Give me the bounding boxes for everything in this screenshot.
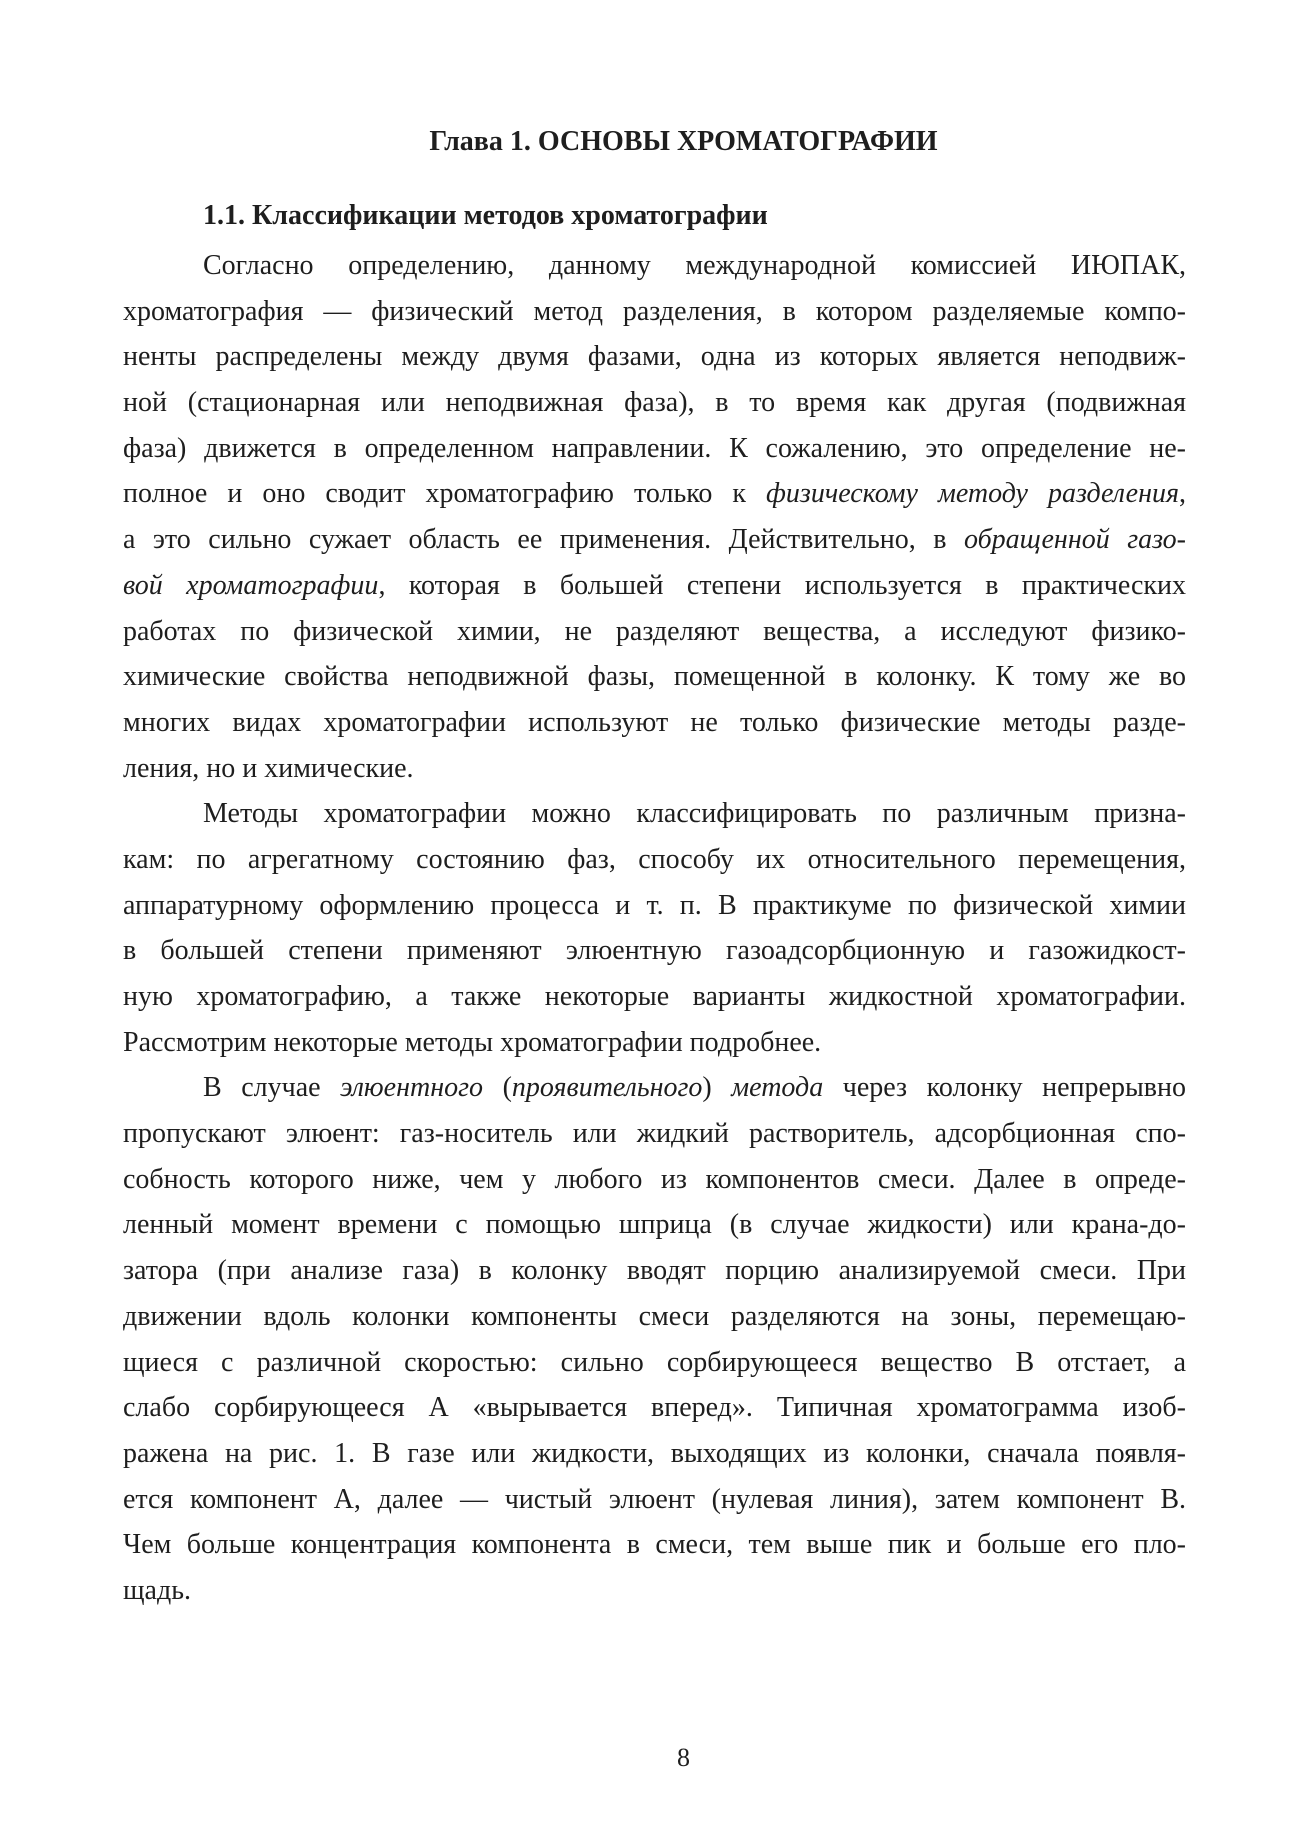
paragraph bbox=[123, 791, 1186, 1065]
text-line bbox=[123, 1522, 1186, 1568]
chapter-title: Глава 1. ОСНОВЫ ХРОМАТОГРАФИИ bbox=[429, 126, 938, 157]
text-line bbox=[123, 837, 1186, 883]
text-run: , bbox=[1179, 478, 1186, 510]
text-run: Чем больше концентрация компонента в смеси, тем выше пик и больше его пло- bbox=[123, 1529, 1186, 1561]
text-line bbox=[123, 243, 1186, 289]
text-line bbox=[123, 609, 1186, 655]
text-line bbox=[123, 1157, 1186, 1203]
text-line bbox=[123, 289, 1186, 335]
text-line bbox=[123, 654, 1186, 700]
text-run: Согласно определению, данному международной комиссией ИЮПАК, bbox=[203, 250, 1186, 281]
text-run: химические свойства неподвижной фазы, помещенной в колонку. К тому же во bbox=[123, 661, 1186, 693]
text-run: движении вдоль колонки компоненты смеси разделяются на зоны, перемещаю- bbox=[123, 1300, 1186, 1332]
text-run: В случае bbox=[203, 1072, 341, 1104]
text-run: щиеся с различной скоростью: сильно сорбирующееся вещество В отстает, а bbox=[123, 1346, 1186, 1378]
text-line bbox=[123, 1202, 1186, 1248]
text-run: хроматография — физический метод разделения, в котором разделяемые компо- bbox=[123, 295, 1186, 327]
body-text bbox=[123, 243, 1186, 1614]
text-line bbox=[123, 746, 1186, 792]
text-line bbox=[123, 517, 1186, 563]
text-run: ную хроматографию, а также некоторые варианты жидкостной хроматографии. bbox=[123, 981, 1186, 1012]
text-line bbox=[123, 791, 1186, 837]
text-line bbox=[123, 1568, 1186, 1614]
text-run: Рассмотрим некоторые методы хроматографии подробнее. bbox=[123, 1026, 822, 1058]
text-line bbox=[123, 1248, 1186, 1294]
text-run: через колонку непрерывно bbox=[823, 1072, 1186, 1104]
italic-term: вой хроматографии bbox=[123, 569, 379, 601]
text-run: ной (стационарная или неподвижная фаза), в то время как другая (подвижная bbox=[123, 387, 1186, 419]
text-run: пропускают элюент: газ-носитель или жидкий растворитель, адсорбционная спо- bbox=[123, 1118, 1186, 1150]
text-run: ления, но и химические. bbox=[123, 752, 414, 784]
text-line bbox=[123, 928, 1186, 974]
text-run: ) bbox=[702, 1072, 732, 1104]
italic-term: проявительного bbox=[511, 1072, 703, 1104]
text-run: ражена на рис. 1. В газе или жидкости, выходящих из колонки, сначала появля- bbox=[123, 1437, 1186, 1469]
text-run: в большей степени применяют элюентную газоадсорбционную и газожидкост- bbox=[123, 935, 1186, 967]
text-run: щадь. bbox=[123, 1574, 192, 1606]
text-run: аппаратурному оформлению процесса и т. п. В практикуме по физической химии bbox=[123, 889, 1186, 921]
text-run: собность которого ниже, чем у любого из компонентов смеси. Далее в опреде- bbox=[123, 1163, 1186, 1195]
italic-term: элюентного bbox=[340, 1072, 484, 1104]
text-line bbox=[123, 1431, 1186, 1477]
italic-term: метода bbox=[731, 1072, 824, 1104]
text-run: ненты распределены между двумя фазами, одна из которых является неподвиж- bbox=[123, 341, 1186, 373]
text-run: , которая в большей степени используется в практических bbox=[378, 569, 1186, 601]
text-line bbox=[123, 974, 1186, 1020]
text-run: а это сильно сужает область ее применения. Действительно, в bbox=[123, 524, 964, 556]
italic-term: обращенной газо- bbox=[963, 524, 1187, 556]
section-title: 1.1. Классификации методов хроматографии bbox=[203, 200, 768, 231]
text-run: слабо сорбирующееся А «вырывается вперед». Типичная хроматограмма изоб- bbox=[123, 1392, 1186, 1424]
paragraph bbox=[123, 243, 1186, 791]
text-line bbox=[123, 1020, 1186, 1066]
text-run: работах по физической химии, не разделяют вещества, а исследуют физико- bbox=[123, 615, 1186, 647]
text-run: фаза) движется в определенном направлении. К сожалению, это определение не- bbox=[123, 432, 1186, 464]
text-line bbox=[123, 1294, 1186, 1340]
italic-term: физическому методу разделения bbox=[766, 478, 1179, 510]
text-line bbox=[123, 426, 1186, 472]
text-line bbox=[123, 1385, 1186, 1431]
text-run: затора (при анализе газа) в колонку вводят порцию анализируемой смеси. При bbox=[123, 1255, 1186, 1287]
paragraph bbox=[123, 1065, 1186, 1613]
text-line bbox=[123, 1111, 1186, 1157]
text-line bbox=[123, 563, 1186, 609]
text-run: кам: по агрегатному состоянию фаз, способу их относительного перемещения, bbox=[123, 843, 1186, 875]
text-run: многих видах хроматографии используют не только физические методы разде- bbox=[123, 706, 1186, 738]
text-line bbox=[123, 700, 1186, 746]
text-run: Методы хроматографии можно классифицировать по различным призна- bbox=[203, 798, 1186, 830]
text-line bbox=[123, 1477, 1186, 1523]
text-run: ется компонент А, далее — чистый элюент (нулевая линия), затем компонент В. bbox=[123, 1483, 1186, 1515]
text-line bbox=[123, 1065, 1186, 1111]
text-line bbox=[123, 380, 1186, 426]
text-line bbox=[123, 471, 1186, 517]
text-run: полное и оно сводит хроматографию только к bbox=[123, 478, 767, 510]
text-run: ( bbox=[483, 1072, 512, 1104]
page-number: 8 bbox=[677, 1743, 690, 1772]
text-line bbox=[123, 883, 1186, 929]
text-line bbox=[123, 334, 1186, 380]
text-line bbox=[123, 1340, 1186, 1386]
text-run: ленный момент времени с помощью шприца (в случае жидкости) или крана-до- bbox=[123, 1209, 1186, 1241]
